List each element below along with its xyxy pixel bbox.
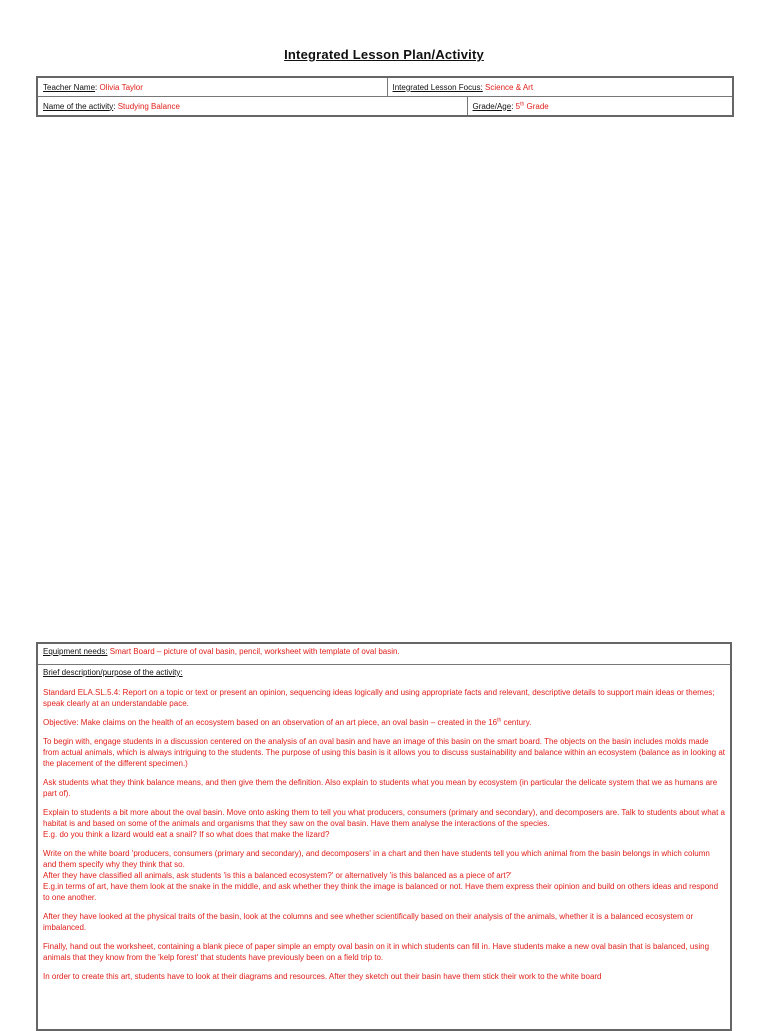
objective-text: Objective: Make claims on the health of an ecosystem based on an observation of an art piece, an oval basin – created in the 16 [43,718,498,727]
lesson-focus-cell [387,77,733,97]
grade-word: Grade [524,101,549,111]
chart-example: E.g.in terms of art, have them look at the snake in the middle, and ask whether they think the image is balanced or not. Have them express their opinion and build on others ideas and respond to one another. [43,882,719,902]
standard-paragraph: Standard ELA.SL.5.4: Report on a topic or text or present an opinion, sequencing ideas logically and using appropriate facts and relevant, descriptive details to support main ideas or themes; speak clearly at an understandable pace. [43,688,715,708]
objective-paragraph [43,717,725,728]
balance-paragraph: Ask students what they think balance means, and then give them the definition. Also explain to students what you mean by ecosystem (in particular the delicate system that we as humans are part of). [43,778,718,798]
explain-paragraph [43,807,725,840]
objective-text-end: century. [501,718,532,727]
chart-paragraph [43,848,725,903]
teacher-name-cell [37,77,387,97]
equipment-label: Equipment needs: [43,647,108,656]
grade-number: 5 [515,101,521,111]
worksheet-paragraph: Finally, hand out the worksheet, containing a blank piece of paper simple an empty oval basin on it in which students can fill in. Have students make a new oval basin that is balanced, using animals that they know from the 'kelp forest' that students have previously been on a field trip to. [43,942,710,962]
teacher-name-label: Teacher Name [43,82,96,92]
lesson-focus-value: Science & Art [485,82,534,92]
brief-description-label: Brief description/purpose of the activity: [43,668,183,677]
chart-followup: After they have classified all animals, ask students 'is this a balanced ecosystem?' or alternatively 'is this balanced as a piece of art?' [43,871,512,880]
grade-age-label: Grade/Age [472,101,512,111]
grade-colon: : [511,101,516,111]
century-ordinal: th [497,717,502,724]
activity-name-cell [37,97,467,117]
create-art-paragraph: In order to create this art, students have to look at their diagrams and resources. After they sketch out their basin have them stick their work to the white board [43,972,602,981]
activity-name-value: Studying Balance [117,101,180,111]
introduction-paragraph: To begin with, engage students in a discussion centered on the analysis of an oval basin and have an image of this basin on the smart board. The objects on the basin includes molds made from actual animals, which is always intriguing to the students. The purpose of using this basin is it allows you to discuss sustainability and balance within an ecosystem (balance as in looking at the placement of the different specimen.) [43,737,725,768]
activity-colon: : [113,101,118,111]
equipment-value: Smart Board – picture of oval basin, pencil, worksheet with template of oval basin. [109,647,400,656]
document-title: Integrated Lesson Plan/Activity [284,47,484,62]
header-row-activity [37,97,733,117]
lesson-body-table [36,642,732,1031]
grade-age-value [516,102,549,111]
activity-name-label: Name of the activity [43,101,114,111]
explain-example: E.g. do you think a lizard would eat a snail? If so what does that make the lizard? [43,830,330,839]
lesson-focus-label: Integrated Lesson Focus: [392,82,483,92]
brief-description-cell [37,665,731,1031]
grade-ordinal: th [520,100,525,107]
teacher-name-value: Olivia Taylor [99,82,143,92]
equipment-cell [37,643,731,665]
header-row-teacher [37,77,733,97]
equipment-row [37,643,731,665]
explain-text: Explain to students a bit more about the oval basin. Move onto asking them to tell you what producers, consumers (primary and secondary), and decomposers are. Talk to students about what a habitat is and based on some of the animals and organisms that they saw on the oval basin. Have them analyse the interactions of the species. [43,808,725,828]
traits-paragraph: After they have looked at the physical traits of the basin, look at the columns and see whether scientifically based on their analysis of the animals, whether it is a balanced ecosystem or imbalanced. [43,912,694,932]
brief-row [37,665,731,1031]
grade-age-cell [467,97,733,117]
chart-text: Write on the white board 'producers, consumers (primary and secondary), and decomposers' in a chart and then have students tell you which animal from the basin belongs in which column and them specify why they think that so. [43,849,710,869]
lesson-header-table [36,76,734,117]
teacher-colon: : [95,82,100,92]
